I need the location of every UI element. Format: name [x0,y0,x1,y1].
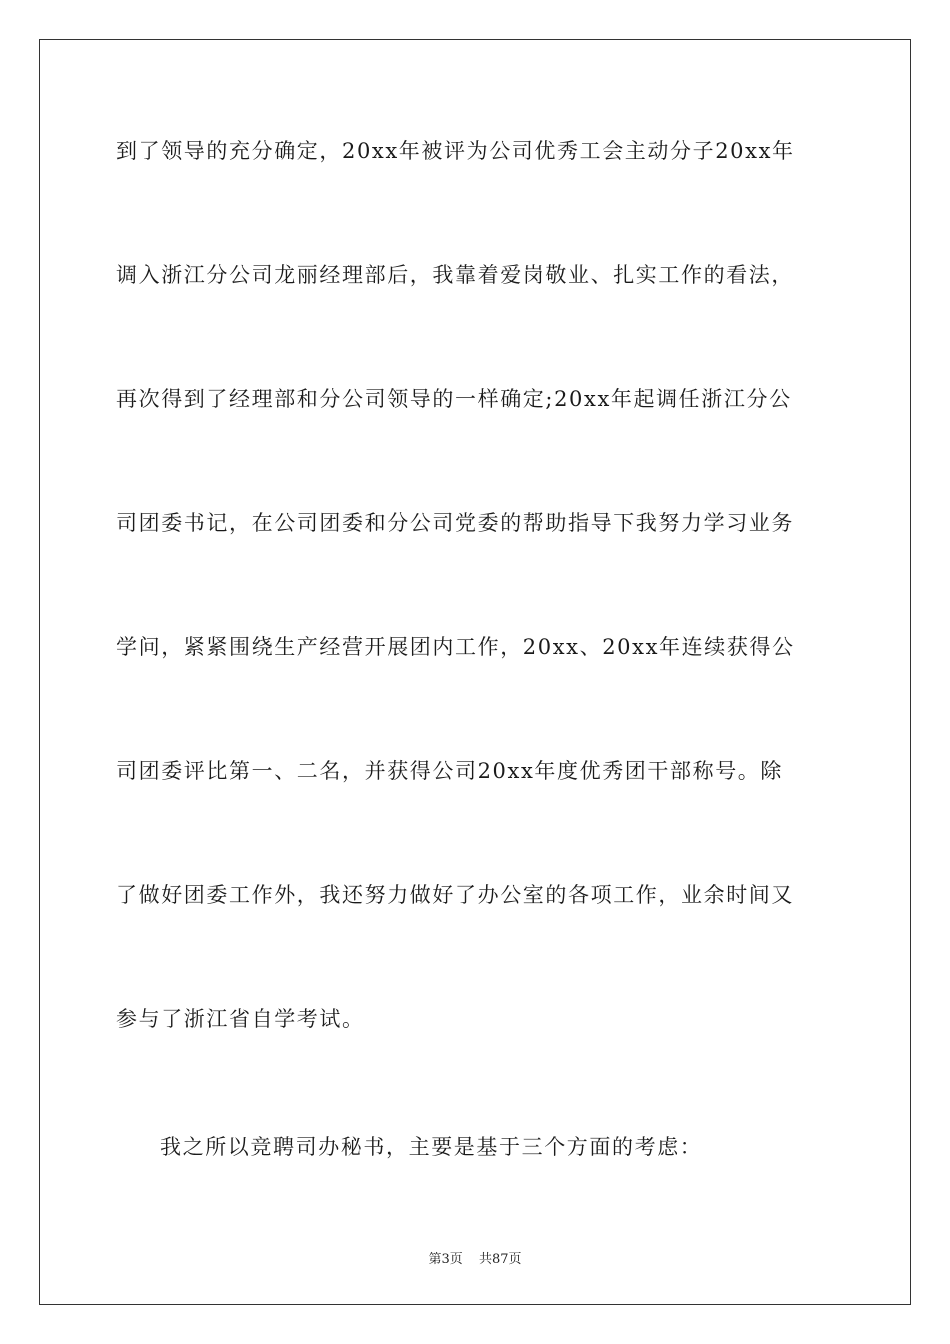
page-footer [0,1248,950,1267]
page-border [39,39,911,1305]
text-line-7: 了做好团委工作外，我还努力做好了办公室的各项工作，业余时间又 [116,883,794,907]
paragraph-2-line: 我之所以竞聘司办秘书，主要是基于三个方面的考虑： [160,1135,703,1159]
text-line-2: 调入浙江分公司龙丽经理部后，我靠着爱岗敬业、扎实工作的看法， [116,263,794,287]
text-line-3: 再次得到了经理部和分公司领导的一样确定;20xx年起调任浙江分公 [116,387,792,411]
text-line-5: 学问，紧紧围绕生产经营开展团内工作，20xx、20xx年连续获得公 [116,635,795,659]
text-line-6: 司团委评比第一、二名，并获得公司20xx年度优秀团干部称号。除 [116,759,784,783]
text-line-8: 参与了浙江省自学考试。 [116,1007,365,1031]
page-number: 第3页 [428,1252,463,1267]
page-total: 共87页 [478,1252,522,1267]
text-line-1: 到了领导的充分确定，20xx年被评为公司优秀工会主动分子20xx年 [116,139,795,163]
text-line-4: 司团委书记，在公司团委和分公司党委的帮助指导下我努力学习业务 [116,511,794,535]
